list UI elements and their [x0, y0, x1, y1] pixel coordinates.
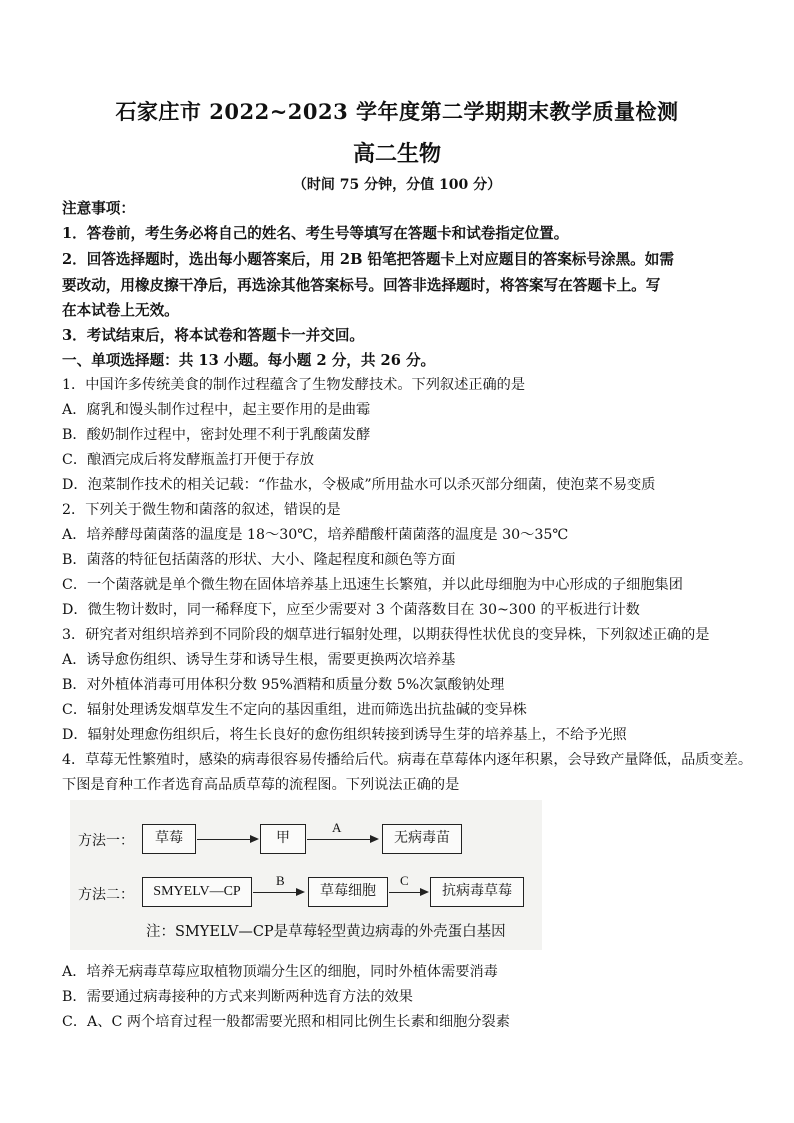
q3-option-c: C．辐射处理诱发烟草发生不定向的基因重组，进而筛选出抗盐碱的变异株 — [62, 702, 527, 718]
q4-option-a: A．培养无病毒草莓应取植物顶端分生区的细胞，同时外植体需要消毒 — [62, 964, 498, 980]
q4-stem-line1: 4．草莓无性繁殖时，感染的病毒很容易传播给后代。病毒在草莓体内逐年积累，会导致产量降低，品质变差。 — [62, 752, 753, 768]
box-cell: 草莓细胞 — [308, 877, 388, 907]
q1-stem: 1．中国许多传统美食的制作过程蕴含了生物发酵技术。下列叙述正确的是 — [62, 377, 526, 393]
notice-heading: 注意事项： — [62, 200, 135, 217]
q3-option-b: B．对外植体消毒可用体积分数 95%酒精和质量分数 5%次氯酸钠处理 — [62, 677, 505, 693]
arrow-1 — [197, 839, 257, 840]
notice-item-1: 1．答卷前，考生务必将自己的姓名、考生号等填写在答题卡和试卷指定位置。 — [62, 225, 569, 242]
arrow-c-label: C — [400, 873, 409, 888]
arrow-b — [253, 892, 303, 893]
notice-item-2-cont: 要改动，用橡皮擦干净后，再选涂其他答案标号。回答非选择题时，将答案写在答题卡上。写 — [62, 277, 661, 294]
q1-option-c: C．酿酒完成后将发酵瓶盖打开便于存放 — [62, 452, 315, 468]
q2-option-b: B．菌落的特征包括菌落的形状、大小、隆起程度和颜色等方面 — [62, 552, 456, 568]
notice-item-3: 3．考试结束后，将本试卷和答题卡一并交回。 — [62, 327, 365, 344]
arrow-a-label: A — [332, 820, 342, 835]
exam-subject: 高二生物 — [352, 141, 441, 167]
arrow-a — [307, 839, 377, 840]
box-gene: SMYELV—CP — [142, 877, 252, 907]
q3-option-a: A．诱导愈伤组织、诱导生芽和诱导生根，需要更换两次培养基 — [62, 652, 456, 668]
q3-stem: 3．研究者对组织培养到不同阶段的烟草进行辐射处理，以期获得性状优良的变异株，下列叙述正确的是 — [62, 627, 710, 643]
box-jia: 甲 — [260, 824, 306, 854]
q4-flowchart — [70, 800, 542, 950]
q1-option-b: B．酸奶制作过程中，密封处理不利于乳酸菌发酵 — [62, 427, 371, 443]
method1-label: 方法一： — [78, 833, 134, 849]
figure-note: 注：SMYELV—CP是草莓轻型黄边病毒的外壳蛋白基因 — [146, 924, 506, 940]
arrow-c — [389, 892, 427, 893]
q2-option-a: A．培养酵母菌菌落的温度是 18～30℃，培养醋酸杆菌菌落的温度是 30～35℃ — [62, 527, 569, 543]
q2-option-d: D．微生物计数时，同一稀释度下，应至少需要对 3 个菌落数目在 30~300 的平板进行计数 — [62, 602, 640, 618]
q4-option-c: C．A、C 两个培育过程一般都需要光照和相同比例生长素和细胞分裂素 — [62, 1014, 510, 1030]
arrow-b-label: B — [276, 873, 285, 888]
q1-option-a: A．腐乳和馒头制作过程中，起主要作用的是曲霉 — [62, 402, 371, 418]
notice-item-2-end: 在本试卷上无效。 — [62, 302, 179, 319]
notice-item-2: 2．回答选择题时，选出每小题答案后，用 2B 铅笔把答题卡上对应题目的答案标号涂黑。如需 — [62, 251, 674, 268]
section-heading: 一、单项选择题：共 13 小题。每小题 2 分，共 26 分。 — [62, 352, 436, 369]
box-strawberry: 草莓 — [142, 824, 196, 854]
exam-time-score: （时间 75 分钟，分值 100 分） — [292, 177, 502, 193]
method2-label: 方法二： — [78, 887, 134, 903]
q3-option-d: D．辐射处理愈伤组织后，将生长良好的愈伤组织转接到诱导生芽的培养基上，不给予光照 — [62, 727, 627, 743]
q1-option-d: D．泡菜制作技术的相关记载：“作盐水，令极咸”所用盐水可以杀灭部分细菌，使泡菜不易变质 — [62, 477, 656, 493]
q2-stem: 2．下列关于微生物和菌落的叙述，错误的是 — [62, 502, 341, 518]
exam-title: 石家庄市 2022~2023 学年度第二学期期末教学质量检测 — [115, 99, 679, 124]
q4-stem-line2: 下图是育种工作者选育高品质草莓的流程图。下列说法正确的是 — [62, 777, 460, 793]
q4-option-b: B．需要通过病毒接种的方式来判断两种选育方法的效果 — [62, 989, 413, 1005]
box-virus-free: 无病毒苗 — [382, 824, 462, 854]
q2-option-c: C．一个菌落就是单个微生物在固体培养基上迅速生长繁殖，并以此母细胞为中心形成的子细胞集团 — [62, 577, 683, 593]
box-resistant: 抗病毒草莓 — [430, 877, 524, 907]
